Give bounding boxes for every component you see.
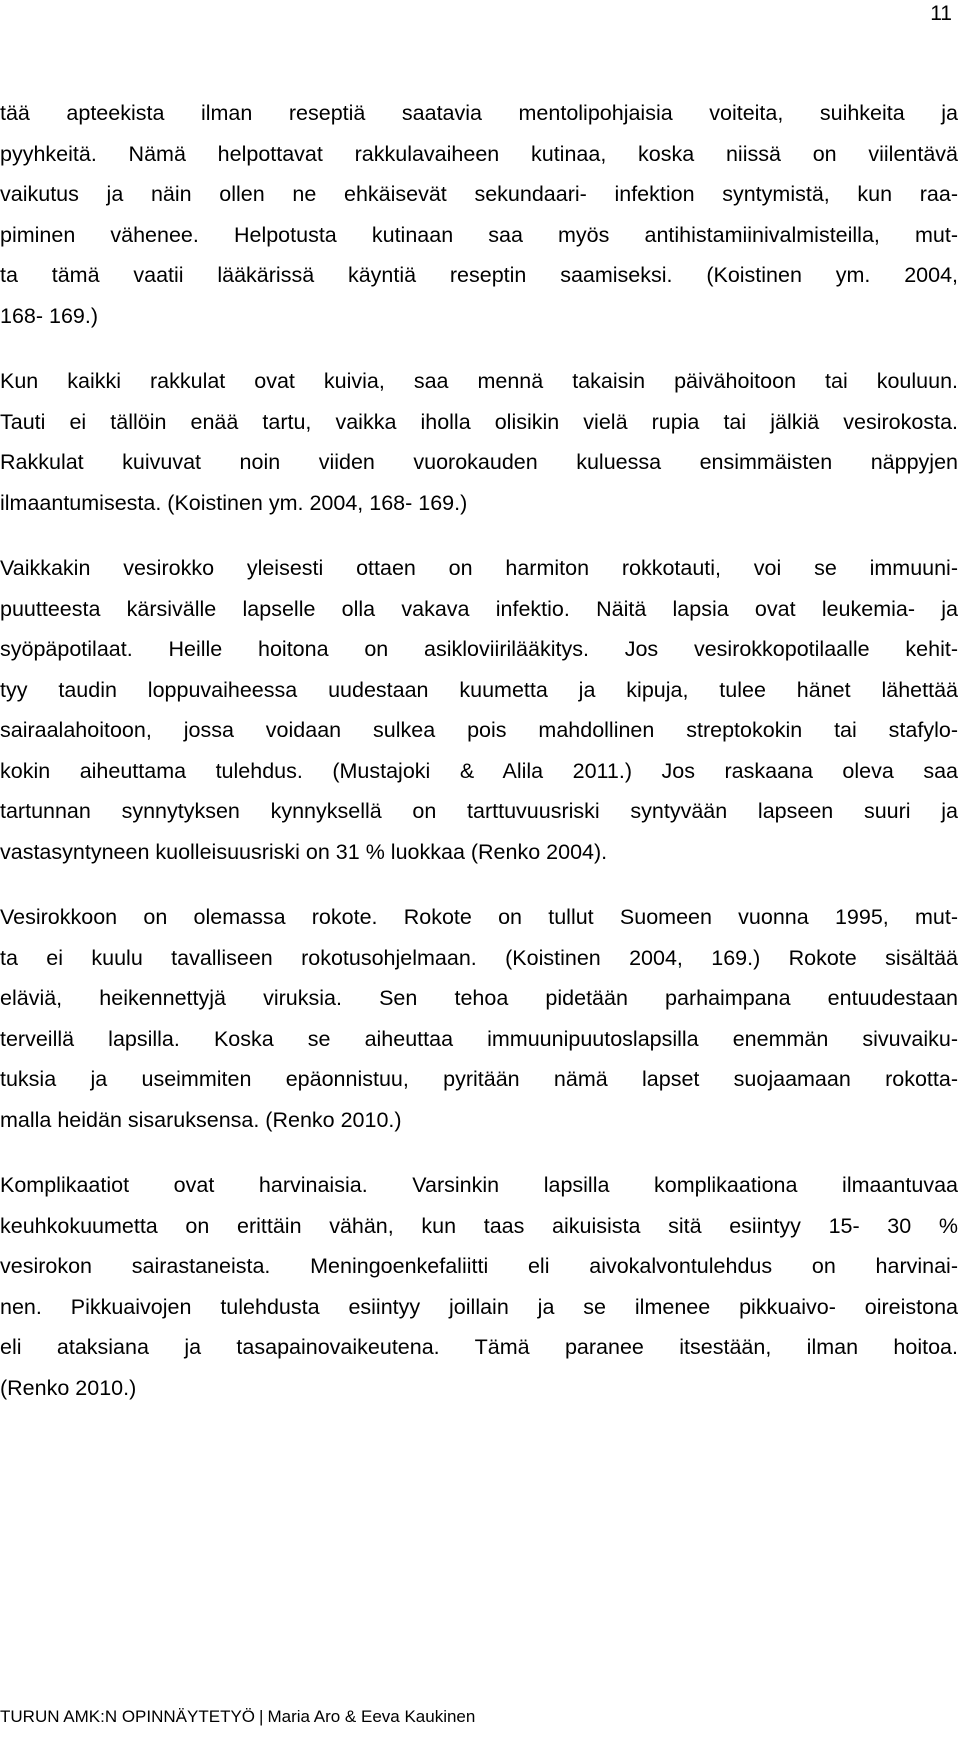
text-line: Komplikaatiot ovat harvinaisia. Varsinkin lapsilla komplikaationa ilmaantuvaa <box>0 1173 958 1197</box>
text-line: nen. Pikkuaivojen tulehdusta esiintyy joillain ja se ilmenee pikkuaivo- oireistona <box>0 1294 958 1319</box>
text-line: tartunnan synnytyksen kynnyksellä on tarttuvuusriski syntyvään lapseen suuri ja <box>0 799 958 823</box>
text-line: 168- 169.) <box>0 303 99 328</box>
text-line: puutteesta kärsivälle lapselle olla vakava infektio. Näitä lapsia ovat leukemia- ja <box>0 596 958 621</box>
paragraph <box>0 1165 960 1408</box>
footer-separator: | <box>259 1707 264 1726</box>
page-footer <box>0 1706 475 1728</box>
body-text <box>0 93 960 1408</box>
footer-authors: Maria Aro & Eeva Kaukinen <box>267 1707 476 1726</box>
footer-institution: TURUN AMK:N OPINNÄYTETYÖ <box>0 1707 256 1726</box>
text-line: vaikutus ja näin ollen ne ehkäisevät sekundaari- infektion syntymistä, kun raa- <box>0 182 958 206</box>
text-line: ta tämä vaatii lääkärissä käyntiä reseptin saamiseksi. (Koistinen ym. 2004, <box>0 263 958 287</box>
text-line: tuksia ja useimmiten epäonnistuu, pyritään nämä lapset suojaamaan rokotta- <box>0 1067 958 1091</box>
text-line: piminen vähenee. Helpotusta kutinaan saa myös antihistamiinivalmisteilla, mut- <box>0 222 958 247</box>
text-line: syöpäpotilaat. Heille hoitona on asikloviirilääkitys. Jos vesirokkopotilaalle kehit- <box>0 637 958 661</box>
paragraph-gap <box>0 336 960 361</box>
text-line: vastasyntyneen kuolleisuusriski on 31 % luokkaa (Renko 2004). <box>0 839 608 864</box>
text-line: Kun kaikki rakkulat ovat kuivia, saa mennä takaisin päivähoitoon tai kouluun. <box>0 369 958 393</box>
text-line: vesirokon sairastaneista. Meningoenkefaliitti eli aivokalvontulehdus on harvinai- <box>0 1254 958 1278</box>
text-line: pyyhkeitä. Nämä helpottavat rakkulavaiheen kutinaa, koska niissä on viilentävä <box>0 141 958 166</box>
text-line: eli ataksiana ja tasapainovaikeutena. Tämä paranee itsestään, ilman hoitoa. <box>0 1335 958 1359</box>
paragraph <box>0 93 960 336</box>
text-line: Rakkulat kuivuvat noin viiden vuorokauden kuluessa ensimmäisten näppyjen <box>0 450 958 474</box>
text-line: tyy taudin loppuvaiheessa uudestaan kuumetta ja kipuja, tulee hänet lähettää <box>0 677 958 702</box>
text-line: eläviä, heikennettyjä viruksia. Sen tehoa pidetään parhaimpana entuudestaan <box>0 986 958 1010</box>
text-line: keuhkokuumetta on erittäin vähän, kun taas aikuisista sitä esiintyy 15- 30 % <box>0 1213 958 1238</box>
text-line: kokin aiheuttama tulehdus. (Mustajoki & Alila 2011.) Jos raskaana oleva saa <box>0 758 958 783</box>
text-line: Vesirokkoon on olemassa rokote. Rokote on tullut Suomeen vuonna 1995, mut- <box>0 905 958 929</box>
text-line: Tauti ei tällöin enää tartu, vaikka iholla olisikin vielä rupia tai jälkiä vesirokosta. <box>0 409 958 434</box>
page-number: 11 <box>930 2 952 25</box>
text-line: ta ei kuulu tavalliseen rokotusohjelmaan. (Koistinen 2004, 169.) Rokote sisältää <box>0 945 958 970</box>
text-line: tää apteekista ilman reseptiä saatavia mentolipohjaisia voiteita, suihkeita ja <box>0 101 958 125</box>
text-line: ilmaantumisesta. (Koistinen ym. 2004, 168- 169.) <box>0 490 468 515</box>
paragraph-gap <box>0 1140 960 1165</box>
paragraph-gap <box>0 872 960 897</box>
paragraph <box>0 361 960 523</box>
text-line: (Renko 2010.) <box>0 1375 137 1400</box>
text-line: sairaalahoitoon, jossa voidaan sulkea pois mahdollinen streptokokin tai stafylo- <box>0 718 958 742</box>
paragraph-gap <box>0 523 960 548</box>
paragraph <box>0 897 960 1140</box>
text-line: terveillä lapsilla. Koska se aiheuttaa immuunipuutoslapsilla enemmän sivuvaiku- <box>0 1026 958 1051</box>
text-line: Vaikkakin vesirokko yleisesti ottaen on harmiton rokkotauti, voi se immuuni- <box>0 556 958 580</box>
text-line: malla heidän sisaruksensa. (Renko 2010.) <box>0 1107 402 1132</box>
paragraph <box>0 548 960 872</box>
